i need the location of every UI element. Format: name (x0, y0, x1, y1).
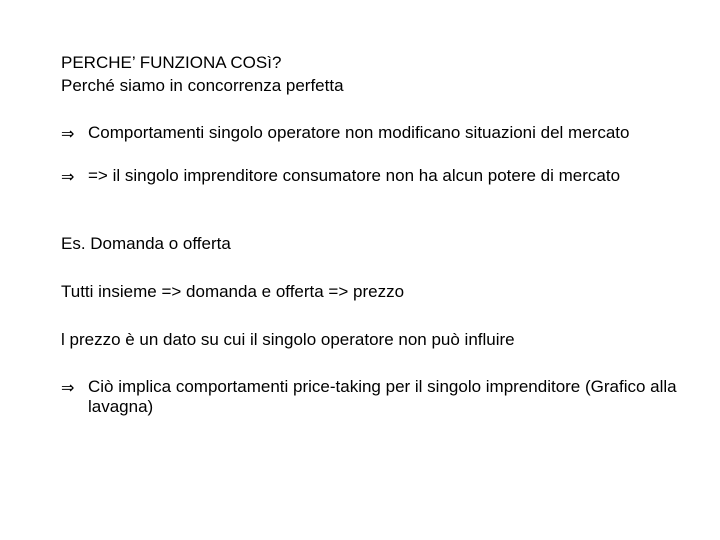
bullet-text: Ciò implica comportamenti price-taking per il singolo imprenditore (Grafico alla lavagna) (88, 377, 677, 416)
bullet-item (61, 123, 701, 143)
price-statement: l prezzo è un dato su cui il singolo operatore non può influire (61, 330, 515, 349)
implies-arrow-icon: ⇒ (61, 124, 75, 143)
bullet-text: => il singolo imprenditore consumatore non ha alcun potere di mercato (88, 166, 621, 185)
implies-arrow-icon: ⇒ (61, 167, 75, 186)
bullet-text: Comportamenti singolo operatore non modificano situazioni del mercato (88, 123, 630, 142)
together-line: Tutti insieme => domanda e offerta => prezzo (61, 282, 405, 301)
bullet-item (61, 166, 701, 186)
bullet-item (61, 377, 701, 417)
slide-title: PERCHE’ FUNZIONA COSì? (61, 53, 282, 72)
example-line: Es. Domanda o offerta (61, 234, 231, 253)
implies-arrow-icon: ⇒ (61, 378, 75, 397)
slide-subtitle: Perché siamo in concorrenza perfetta (61, 76, 344, 95)
